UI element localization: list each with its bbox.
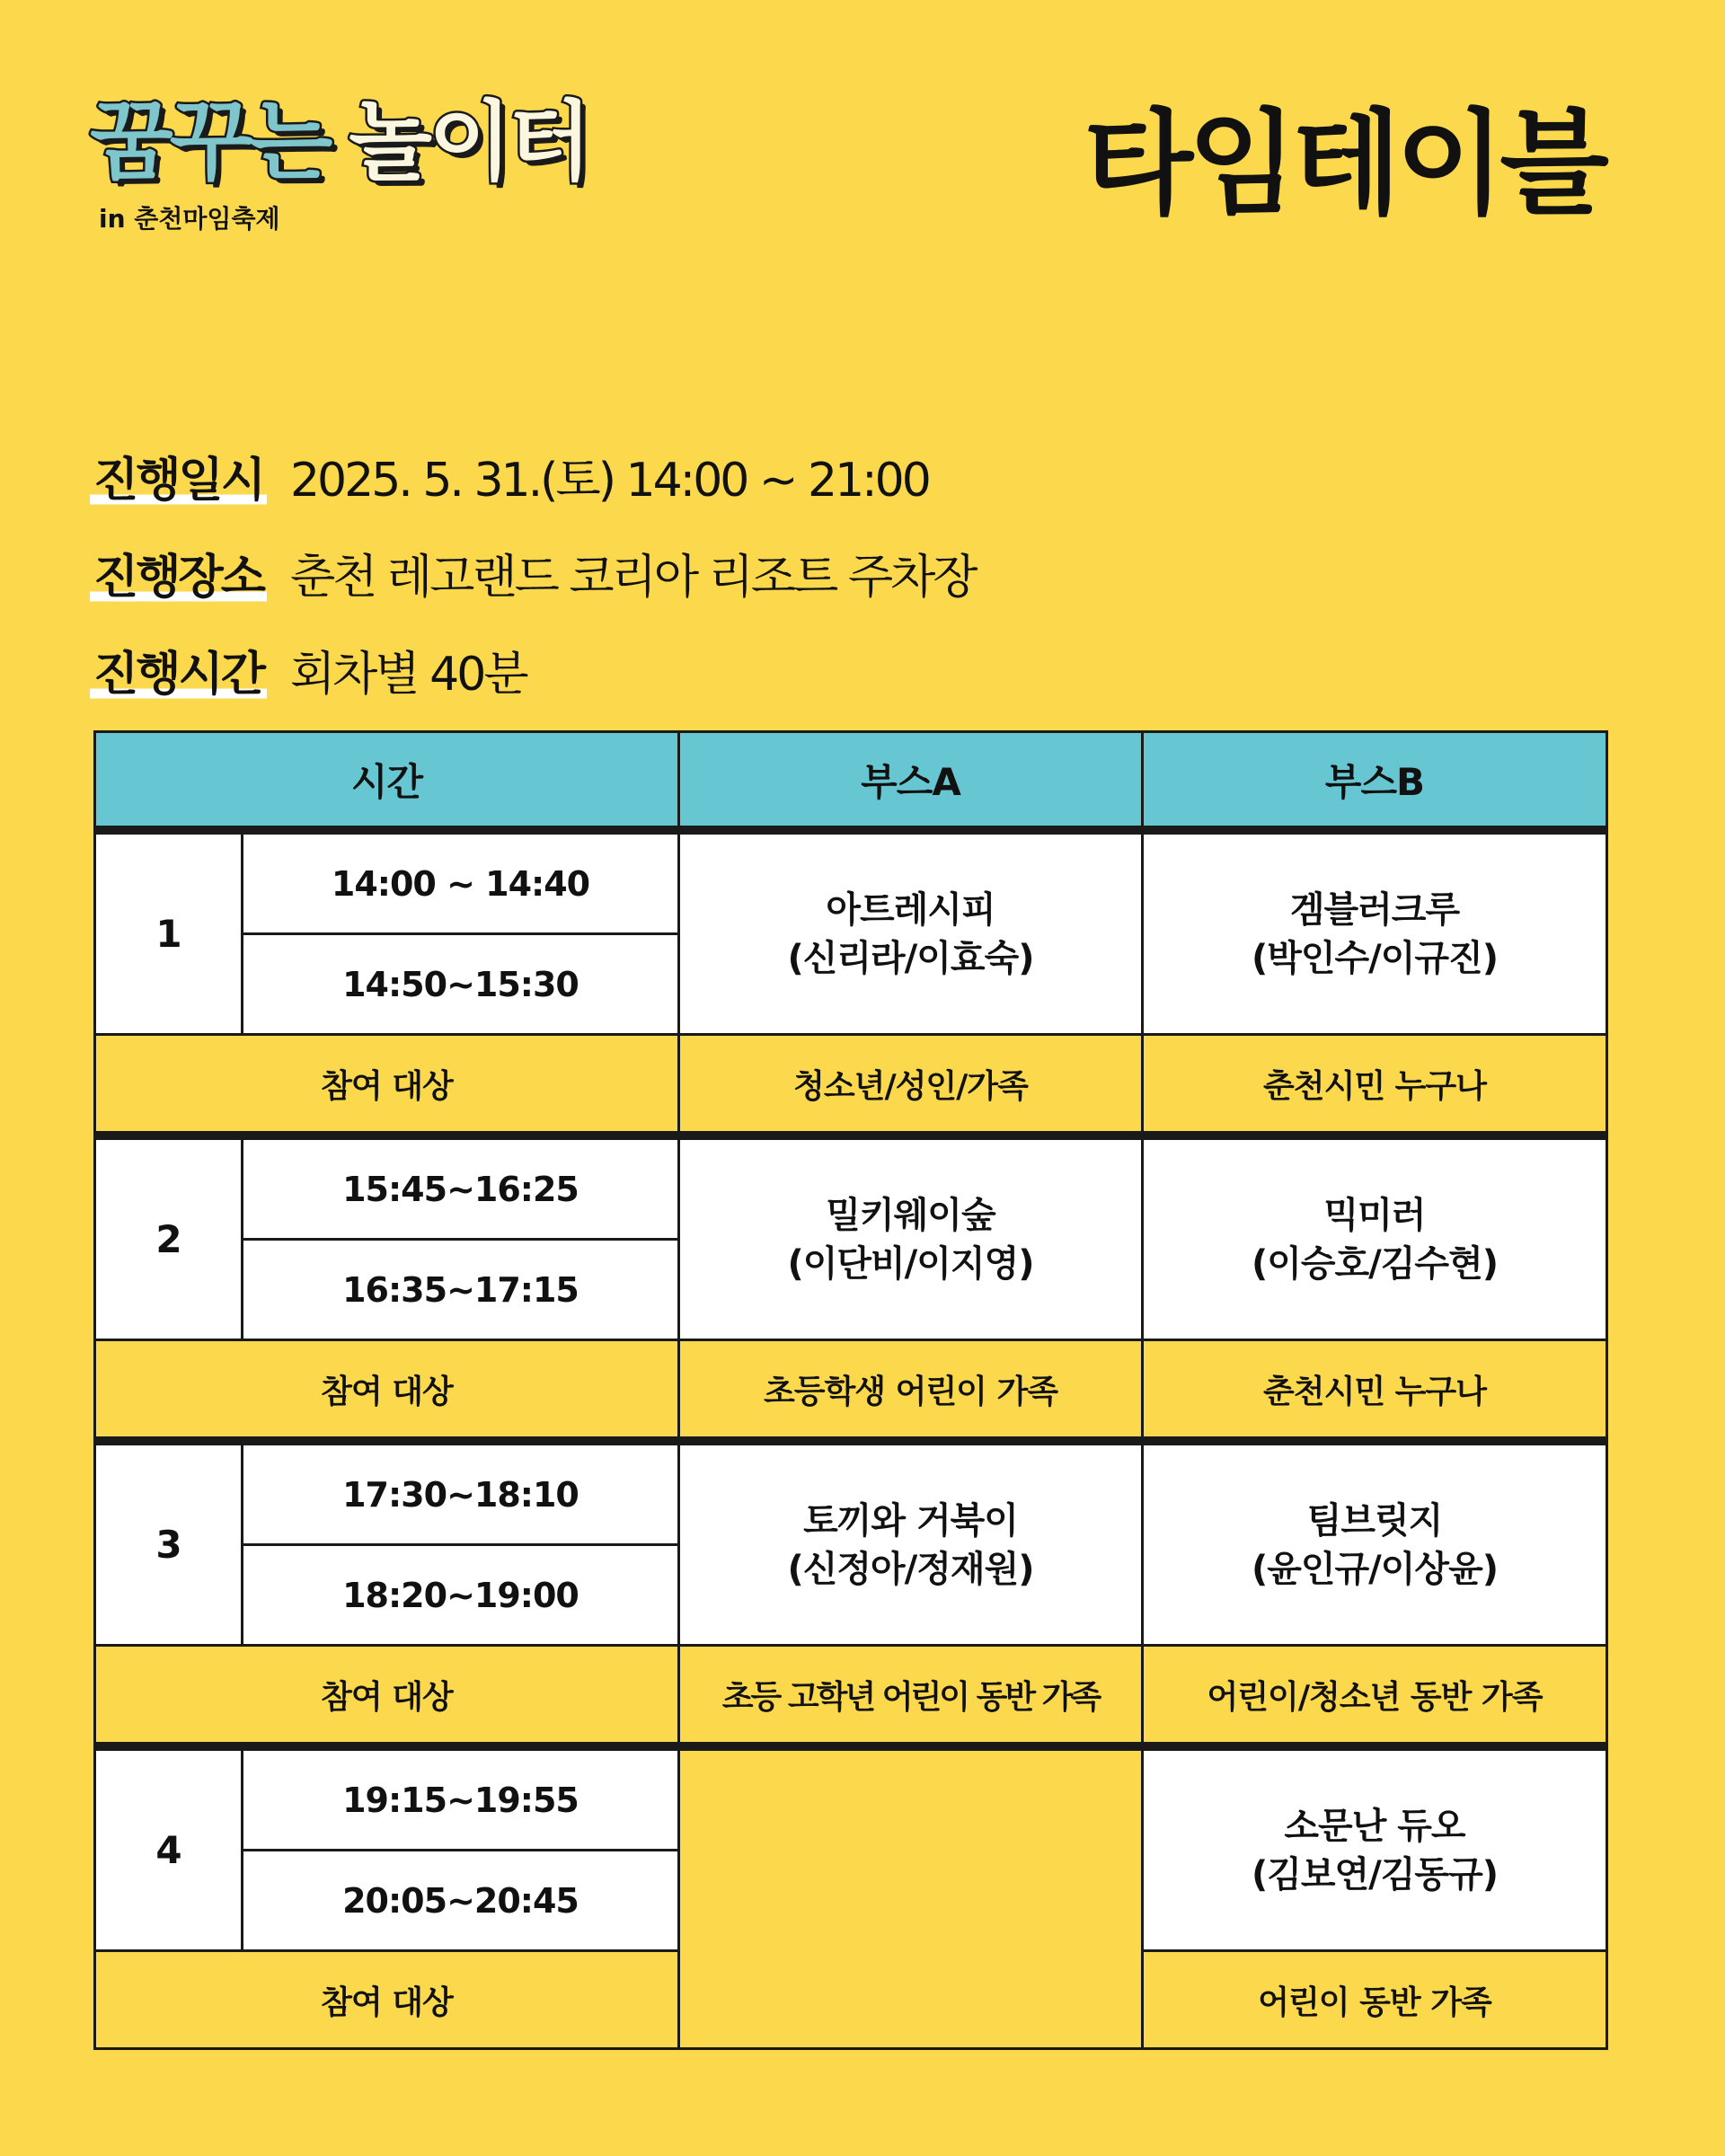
logo-word-1: 꿈꾸는	[90, 92, 330, 192]
booth-b-target: 춘천시민 누구나	[1143, 1340, 1607, 1442]
program-people: (이단비/이지영)	[787, 1242, 1034, 1285]
page-title: 타임테이블	[1084, 98, 1604, 230]
program-people: (박인수/이규진)	[1251, 937, 1498, 979]
table-row	[95, 1746, 1607, 1851]
session-time: 16:35~17:15	[243, 1240, 679, 1340]
session-number: 1	[95, 830, 243, 1035]
header-booth-a: 부스A	[679, 732, 1143, 831]
target-label: 참여 대상	[95, 1340, 679, 1442]
logo-title	[90, 92, 588, 192]
booth-b-program	[1143, 1441, 1607, 1646]
program-people: (신정아/정재원)	[787, 1548, 1034, 1590]
program-name: 토끼와 거북이	[803, 1499, 1018, 1542]
table-row	[95, 830, 1607, 934]
target-row	[95, 1340, 1607, 1442]
info-label: 진행일시	[90, 442, 267, 509]
session-number: 3	[95, 1441, 243, 1646]
booth-a-program	[679, 1441, 1143, 1646]
session-time: 15:45~16:25	[243, 1135, 679, 1240]
info-row-date	[90, 427, 976, 524]
session-time: 14:00 ~ 14:40	[243, 830, 679, 934]
target-label: 참여 대상	[95, 1646, 679, 1747]
event-info	[90, 427, 976, 718]
session-time: 20:05~20:45	[243, 1851, 679, 1951]
booth-a-program	[679, 830, 1143, 1035]
session-time: 14:50~15:30	[243, 934, 679, 1035]
target-label: 참여 대상	[95, 1035, 679, 1136]
info-label: 진행시간	[90, 636, 267, 703]
timetable	[93, 730, 1608, 2050]
program-name: 겜블러크루	[1289, 888, 1460, 931]
session-number: 2	[95, 1135, 243, 1340]
program-people: (윤인규/이상윤)	[1251, 1548, 1498, 1590]
header-booth-b: 부스B	[1143, 732, 1607, 831]
program-people: (김보연/김동규)	[1251, 1853, 1498, 1895]
booth-b-target: 어린이/청소년 동반 가족	[1143, 1646, 1607, 1747]
program-name: 팀브릿지	[1306, 1499, 1443, 1542]
info-value: 2025. 5. 31.(토) 14:00 ~ 21:00	[289, 453, 929, 508]
table-row	[95, 1441, 1607, 1545]
booth-b-program	[1143, 830, 1607, 1035]
program-people: (신리라/이효숙)	[787, 937, 1034, 979]
program-name: 소문난 듀오	[1284, 1805, 1465, 1847]
header-time: 시간	[95, 732, 679, 831]
booth-a-empty-cell	[679, 1746, 1143, 2049]
booth-a-target: 청소년/성인/가족	[679, 1035, 1143, 1136]
booth-b-program	[1143, 1135, 1607, 1340]
booth-a-program	[679, 1135, 1143, 1340]
info-label: 진행장소	[90, 539, 267, 606]
booth-a-target: 초등 고학년 어린이 동반 가족	[679, 1646, 1143, 1747]
booth-b-target: 춘천시민 누구나	[1143, 1035, 1607, 1136]
info-value: 춘천 레고랜드 코리아 리조트 주차장	[289, 550, 976, 605]
info-row-place	[90, 524, 976, 621]
festival-logo	[90, 92, 588, 235]
info-row-duration	[90, 621, 976, 718]
logo-subtitle: in 춘천마임축제	[99, 204, 280, 234]
target-row	[95, 1035, 1607, 1136]
program-name: 밀키웨이숲	[826, 1194, 995, 1236]
program-name: 아트레시피	[826, 888, 995, 931]
session-time: 19:15~19:55	[243, 1746, 679, 1851]
session-time: 17:30~18:10	[243, 1441, 679, 1545]
target-label: 참여 대상	[95, 1951, 679, 2049]
table-row	[95, 1135, 1607, 1240]
booth-a-target: 초등학생 어린이 가족	[679, 1340, 1143, 1442]
session-time: 18:20~19:00	[243, 1545, 679, 1646]
program-name: 믹미러	[1323, 1194, 1426, 1236]
session-number: 4	[95, 1746, 243, 1951]
table-header-row	[95, 732, 1607, 831]
logo-word-2: 놀이터	[349, 92, 588, 192]
target-row	[95, 1646, 1607, 1747]
info-value: 회차별 40분	[289, 647, 526, 702]
program-people: (이승호/김수현)	[1251, 1242, 1498, 1285]
booth-b-program	[1143, 1746, 1607, 1951]
booth-b-target: 어린이 동반 가족	[1143, 1951, 1607, 2049]
